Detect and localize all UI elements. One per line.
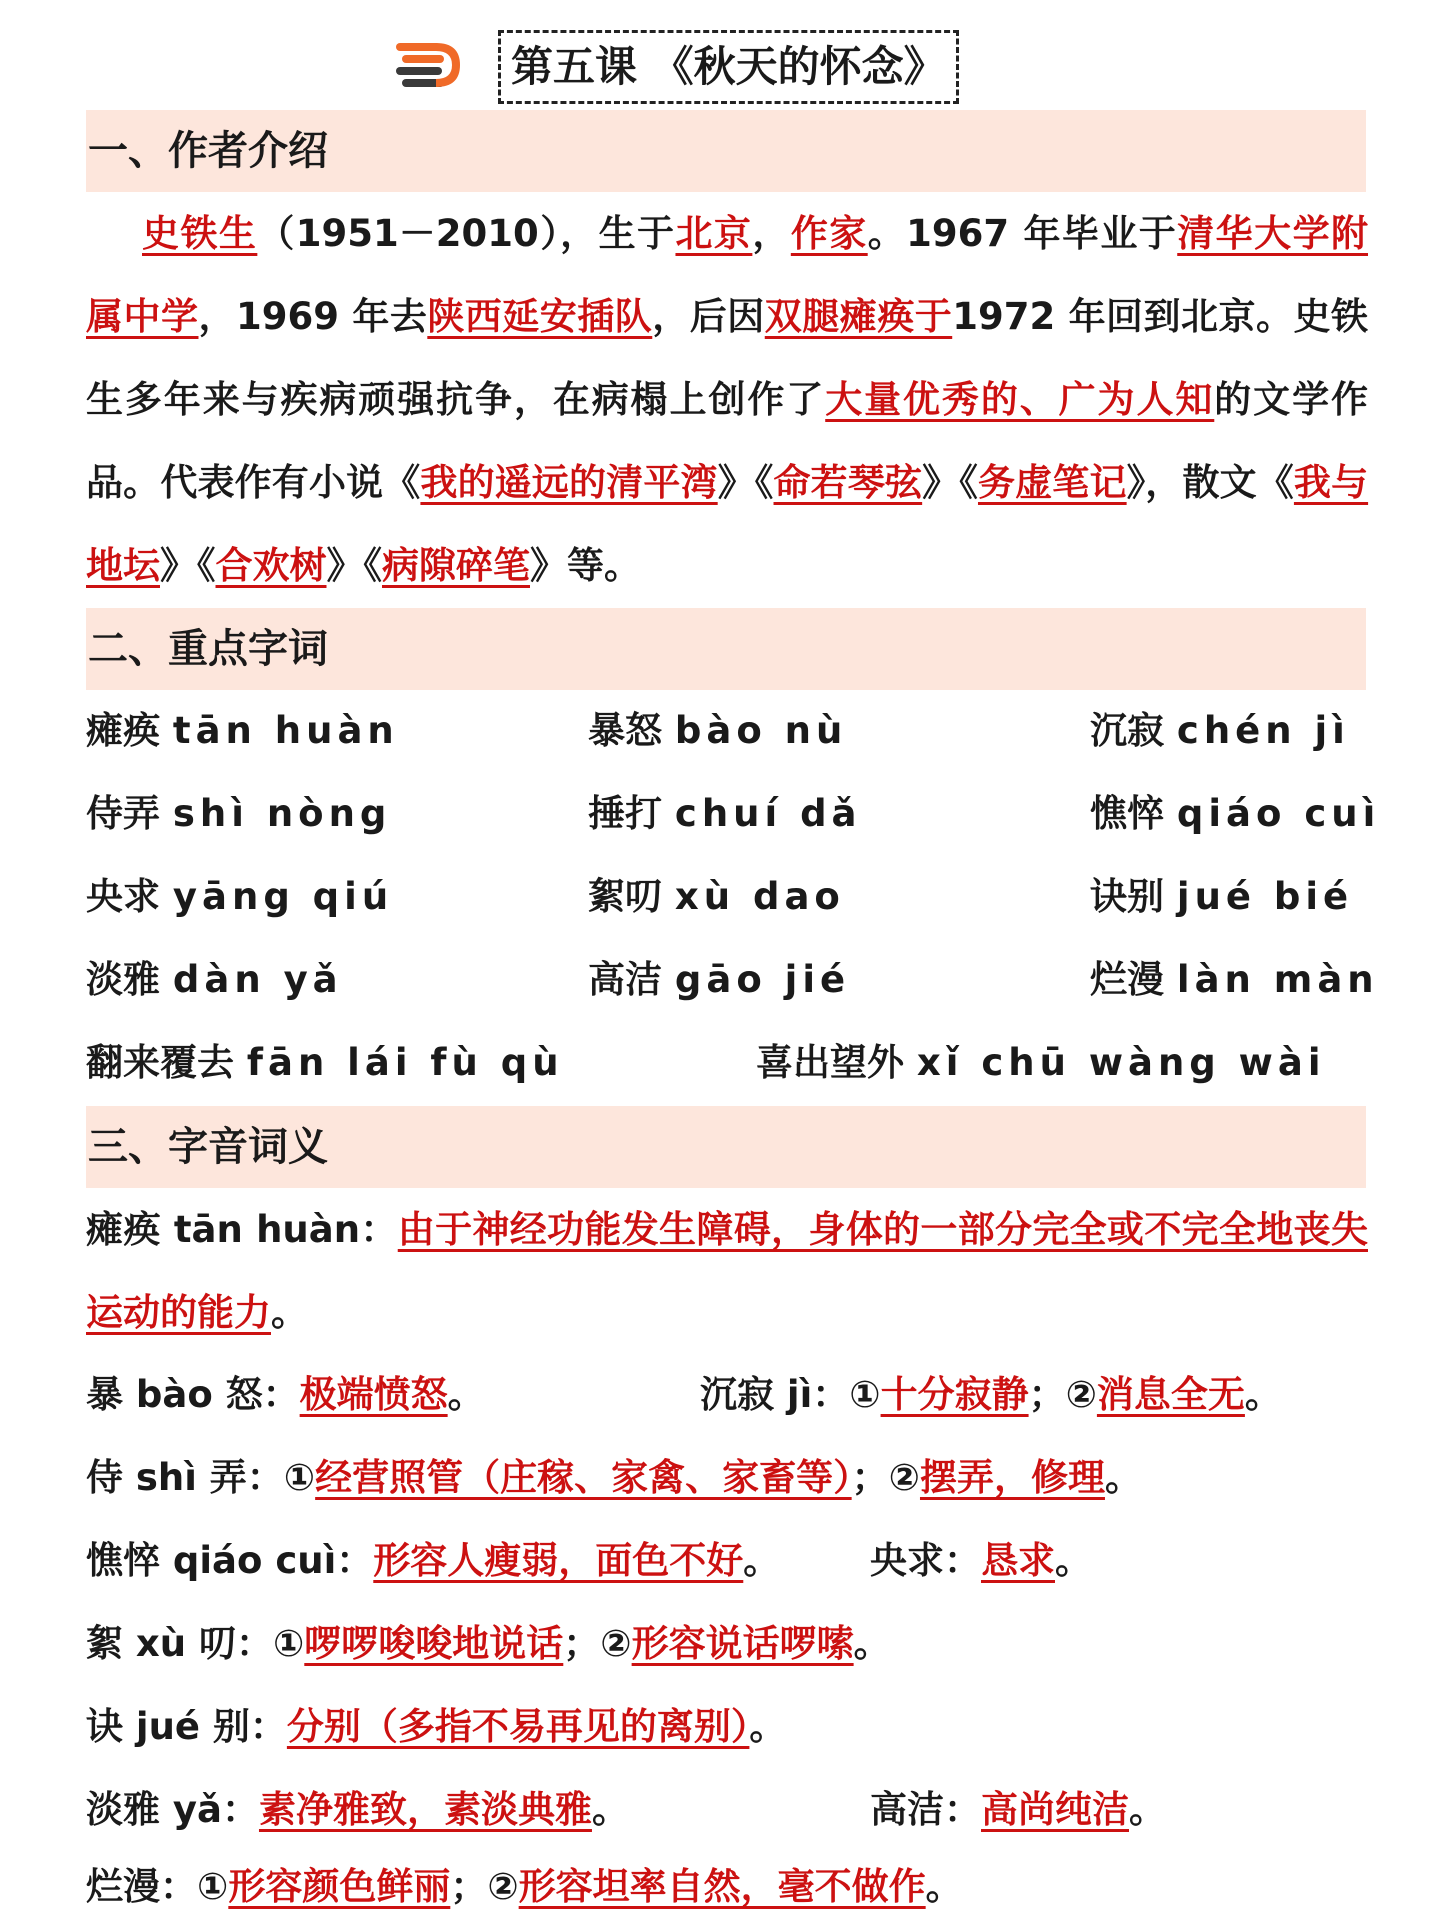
vocab-pinyin: xǐ chū wàng wài (916, 1041, 1326, 1084)
meaning-item (86, 1520, 780, 1602)
vocab-pinyin: tān huàn (172, 709, 399, 752)
rural-placement: 陕西延安插队 (427, 295, 653, 338)
vocab-pinyin: xù dao (674, 875, 845, 918)
text-segment: 1972 年回到北京。史铁生多年来与疾病顽强抗争，在病榻上创作了 (86, 295, 1369, 421)
text-segment: ，1969 年去 (198, 295, 428, 338)
text-segment: 。 (447, 1373, 485, 1416)
meaning-definition: 经营照管（庄稼、家禽、家畜等） (315, 1456, 852, 1499)
text-segment: 。 (1104, 1456, 1142, 1499)
text-segment: 》《 (922, 461, 978, 504)
text-segment: ；② (450, 1865, 519, 1908)
vocab-word: 憔悴 (1090, 792, 1164, 835)
meaning-definition: 摆弄，修理 (919, 1456, 1105, 1499)
meaning-term: 诀 jué 别： (86, 1705, 287, 1748)
birthplace: 北京 (675, 212, 753, 255)
vocab-item (588, 690, 847, 772)
vocab-item (86, 939, 343, 1021)
work-title: 务虚笔记 (977, 461, 1127, 504)
work-title: 病隙碎笔 (382, 544, 530, 587)
meaning-term: 高洁： (870, 1788, 981, 1831)
vocab-word: 翻来覆去 (86, 1041, 234, 1084)
meaning-item (700, 1354, 1282, 1436)
text-segment: 。 (1055, 1539, 1092, 1582)
section-heading-author: 一、作者介绍 (86, 110, 1366, 192)
vocab-word: 喜出望外 (756, 1041, 904, 1084)
meaning-term: 烂漫：① (86, 1865, 229, 1908)
text-segment: 。 (925, 1865, 963, 1908)
paralysis: 双腿瘫痪于 (764, 295, 953, 338)
text-segment: 》等。 (530, 544, 641, 587)
text-segment: 》《 (160, 544, 216, 587)
meaning-item (870, 1520, 1092, 1602)
meaning-item (870, 1769, 1166, 1851)
text-segment: 。 (743, 1539, 781, 1582)
vocab-item (588, 939, 850, 1021)
meaning-definition: 恳求 (981, 1539, 1055, 1582)
meaning-definition: 分别（多指不易再见的离别） (286, 1705, 750, 1748)
text-segment: 。1967 年毕业于 (867, 212, 1178, 255)
meaning-definition: 极端愤怒 (299, 1373, 448, 1416)
vocab-item (86, 1022, 564, 1104)
vocab-word: 高洁 (588, 958, 662, 1001)
vocab-pinyin: fān lái fù qù (246, 1041, 564, 1084)
text-segment: 。 (1129, 1788, 1166, 1831)
meaning-definition: 形容说话啰嗦 (631, 1622, 854, 1665)
work-title: 命若琴弦 (773, 461, 923, 504)
meaning-item (86, 1769, 629, 1851)
text-segment: 。 (853, 1622, 891, 1665)
meaning-definition: 形容人瘦弱，面色不好 (373, 1539, 744, 1582)
vocab-pinyin: bào nù (674, 709, 848, 752)
meaning-entry (86, 1603, 1376, 1685)
work-title: 合欢树 (215, 544, 327, 587)
vocab-word: 诀别 (1090, 875, 1164, 918)
text-segment: 》《 (326, 544, 382, 587)
vocab-item (1090, 939, 1379, 1021)
vocab-pinyin: chuí dǎ (674, 792, 862, 835)
vocab-item (86, 690, 399, 772)
vocab-row (86, 856, 1376, 938)
text-segment: 》，散文《 (1126, 461, 1294, 504)
vocab-item (86, 856, 393, 938)
vocab-word: 烂漫 (1090, 958, 1164, 1001)
text-segment: 。 (591, 1788, 629, 1831)
vocab-item (1090, 773, 1380, 855)
work-title: 我的遥远的清平湾 (420, 461, 718, 504)
vocab-item (588, 773, 862, 855)
text-segment: ；② (851, 1456, 920, 1499)
meaning-term: 瘫痪 tān huàn： (86, 1208, 398, 1251)
vocab-word: 絮叨 (588, 875, 662, 918)
meaning-definition: 由于神经功能发生障碍，身体的一部分完全或不完全地丧失运动的能力 (86, 1208, 1368, 1334)
vocab-row (86, 1022, 1376, 1104)
vocab-row (86, 939, 1379, 1021)
vocab-pinyin: làn màn (1176, 958, 1379, 1001)
vocab-row (86, 773, 1381, 855)
vocab-pinyin: gāo jié (674, 958, 851, 1001)
vocab-row (86, 690, 1376, 772)
vocab-item (588, 856, 845, 938)
meaning-definition: 十分寂静 (880, 1373, 1029, 1416)
meaning-term: 沉寂 jì：① (700, 1373, 881, 1416)
section-heading-meanings: 三、字音词义 (86, 1106, 1366, 1188)
vocab-pinyin: dàn yǎ (172, 958, 343, 1001)
meaning-entry (86, 1188, 1368, 1354)
work-title: 我与地坛 (86, 461, 1369, 587)
vocab-pinyin: qiáo cuì (1176, 792, 1381, 835)
occupation: 作家 (790, 212, 868, 255)
meaning-entry (86, 1437, 1376, 1519)
text-segment: 。 (1244, 1373, 1282, 1416)
text-segment: 。 (271, 1291, 308, 1334)
text-segment: 的文学作品。代表作有小说《 (86, 378, 1368, 504)
vocab-word: 淡雅 (86, 958, 160, 1001)
vocab-word: 暴怒 (588, 709, 662, 752)
school: 清华大学附属中学 (86, 212, 1369, 338)
author-intro-paragraph (86, 192, 1368, 607)
vocab-pinyin: yāng qiú (172, 875, 394, 918)
meaning-definition: 啰啰唆唆地说话 (304, 1622, 564, 1665)
meaning-entry (86, 1846, 1376, 1928)
meaning-term: 央求： (870, 1539, 981, 1582)
vocab-item (86, 773, 391, 855)
works-highlight: 大量优秀的、广为人知 (825, 378, 1215, 421)
vocab-pinyin: jué bié (1176, 875, 1354, 918)
text-segment: ，后因 (652, 295, 765, 338)
title-area (396, 30, 959, 104)
vocab-word: 捶打 (588, 792, 662, 835)
meaning-term: 暴 bào 怒： (86, 1373, 300, 1416)
vocab-item (1090, 690, 1350, 772)
vocab-word: 沉寂 (1090, 709, 1164, 752)
page-title: 第五课 《秋天的怀念》 (498, 30, 959, 104)
section-heading-keywords: 二、重点字词 (86, 608, 1366, 690)
book-stack-logo-icon (396, 39, 462, 95)
meaning-entry (86, 1686, 1376, 1768)
meaning-definition: 消息全无 (1096, 1373, 1245, 1416)
meaning-term: 絮 xù 叨：① (86, 1622, 305, 1665)
text-segment: ；② (1028, 1373, 1097, 1416)
vocab-word: 瘫痪 (86, 709, 160, 752)
meaning-definition: 高尚纯洁 (981, 1788, 1129, 1831)
meaning-definition: 素净雅致，素淡典雅 (258, 1788, 592, 1831)
meaning-term: 憔悴 qiáo cuì： (86, 1539, 374, 1582)
text-segment: 。 (749, 1705, 787, 1748)
vocab-pinyin: shì nòng (172, 792, 392, 835)
meaning-definition: 形容坦率自然，毫不做作 (518, 1865, 926, 1908)
meaning-definition: 形容颜色鲜丽 (228, 1865, 451, 1908)
vocab-item (756, 1022, 1326, 1104)
meaning-term: 侍 shì 弄：① (86, 1456, 316, 1499)
vocab-word: 侍弄 (86, 792, 160, 835)
text-segment: ， (752, 212, 791, 255)
vocab-pinyin: chén jì (1176, 709, 1350, 752)
text-segment: 》《 (717, 461, 774, 504)
meaning-item (86, 1354, 485, 1436)
meaning-term: 淡雅 yǎ： (86, 1788, 259, 1831)
text-segment: ；② (563, 1622, 632, 1665)
author-name: 史铁生 (142, 212, 258, 255)
vocab-word: 央求 (86, 875, 160, 918)
vocab-item (1090, 856, 1353, 938)
text-segment: （1951－2010），生于 (257, 212, 676, 255)
